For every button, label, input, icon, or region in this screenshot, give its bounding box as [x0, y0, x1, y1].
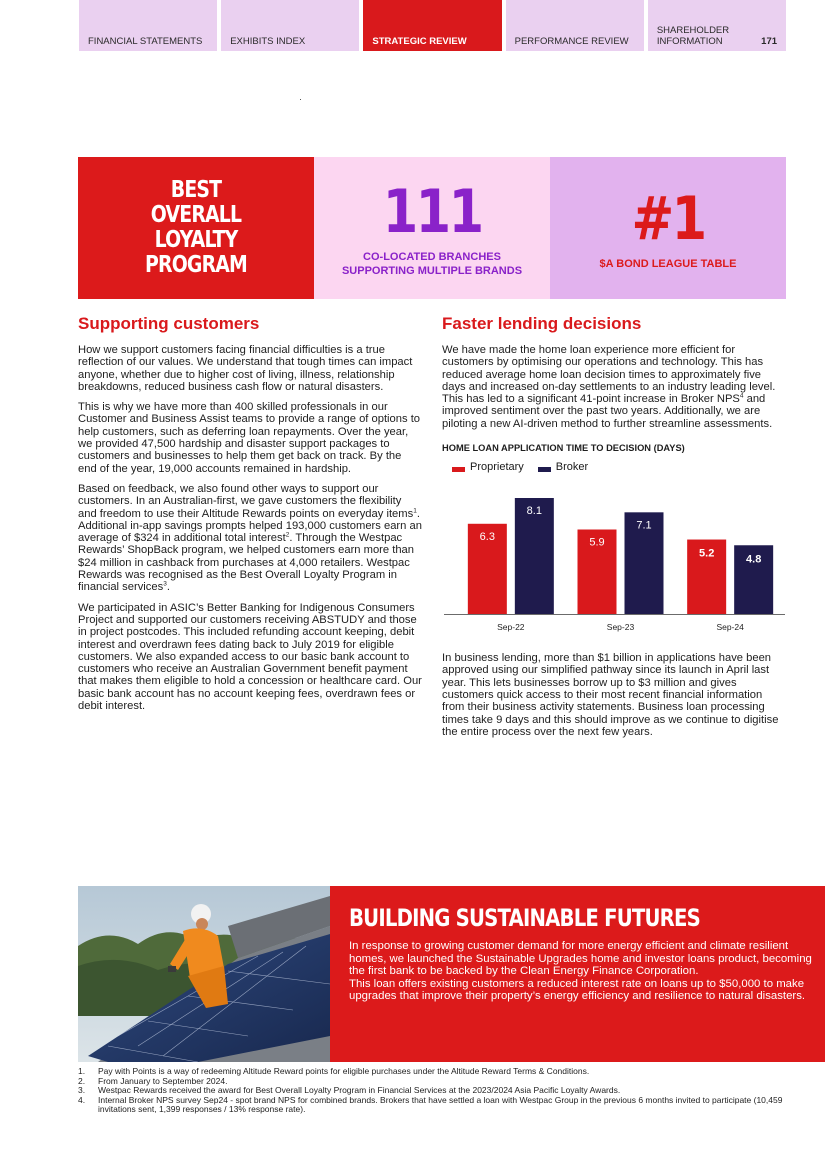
data-label: 4.8	[746, 553, 762, 566]
data-label: 5.2	[699, 547, 715, 560]
data-label: 6.3	[479, 530, 495, 543]
text-run: Based on feedback, we also found other ways to support our customers. In an Australian-first, we gave customers the flexibility and freedom to use their Altitude Rewards points on everyday items	[78, 482, 414, 520]
supporting-heading: Supporting customers	[78, 314, 260, 333]
footnote-number: 3.	[78, 1085, 86, 1096]
supporting-paragraph-4: We participated in ASIC’s Better Banking for Indigenous Consumers Project and supported our customers receiving ABSTUDY and those in project postcodes. This included refunding account keeping, debit interest and overdrawn fees dating back to July 2019 for eligible customers. We also expanded access to our basic bank account to customers who receive an Australian Government benefit payment that makes them eligible to hold a concession or healthcare card. Our basic bank account has no account keeping fees, overdrawn fees or debit interest.	[78, 601, 422, 713]
lending-paragraph-1	[442, 344, 787, 430]
sustainable-text-panel	[330, 886, 825, 1062]
x-tick-label: Sep-23	[606, 622, 635, 633]
footnotes	[78, 1067, 798, 1115]
award-title: BEST OVERALL LOYALTY PROGRAM	[144, 177, 248, 278]
text-run: . Through the Westpac Rewards’ ShopBack program, we helped customers earn more than $24 million in cashback from purchases at 4,000 retailers. Westpac Rewards was recognised as the Best Overall Loyalty Program in financial services	[78, 532, 414, 594]
lending-heading: Faster lending decisions	[442, 314, 642, 333]
bond-caption: $A BOND LEAGUE TABLE	[599, 258, 737, 270]
footnote-ref: 2	[285, 531, 290, 539]
tab-exhibits-index[interactable]	[221, 0, 359, 51]
supporting-paragraph-3	[78, 483, 423, 594]
tab-shareholder-information[interactable]	[648, 0, 786, 51]
text-run: . Additional in-app savings prompts helped 193,000 customers earn an average of $324 in additional total interest	[78, 507, 422, 545]
footnote-ref: 1	[413, 506, 417, 514]
legend-item-proprietary	[452, 461, 524, 473]
stats-banner	[78, 157, 786, 299]
page-number: 171	[761, 36, 778, 47]
tab-financial-statements[interactable]	[79, 0, 217, 51]
legend-swatch	[452, 467, 465, 472]
footnote-text: From January to September 2024.	[98, 1075, 228, 1086]
lending-paragraph-2: In business lending, more than $1 billion in applications have been approved using our simplified pathway since its launch in April last year. This lets businesses borrow up to $3 million and gives customers quick access to their most recent financial information from their business activity statements. Business loan processing times take 9 days and this should improve as we continue to digitise the entire process over the next few years.	[442, 652, 779, 738]
branches-caption	[342, 250, 522, 278]
tab-label: FINANCIAL STATEMENTS	[88, 36, 203, 47]
footnote-text: Internal Broker NPS survey Sep24 - spot brand NPS for combined brands. Brokers that have settled a loan with Westpac Group in the previous 6 months invited to participate (10,459 invitations sent, 1,399 responses / 13% response rate).	[98, 1094, 783, 1115]
lending-section	[442, 313, 787, 746]
text-run: .	[166, 581, 170, 594]
data-label: 7.1	[636, 519, 652, 532]
data-label: 8.1	[526, 505, 542, 518]
footnote-number: 1.	[78, 1066, 86, 1076]
bond-rank: #1	[631, 184, 705, 254]
branches-number: 111	[382, 177, 482, 247]
sustainable-paragraph-1: In response to growing customer demand for more energy efficient and climate resilient homes, we launched the Sustainable Upgrades home and investor loans product, becoming the first bank to be backed by the Clean Energy Finance Corporation.	[349, 940, 812, 978]
chart-legend	[452, 461, 787, 473]
footnote-number: 2.	[78, 1075, 86, 1086]
solar-installer-photo	[78, 886, 330, 1062]
tab-label: STRATEGIC REVIEW	[372, 36, 467, 47]
sustainable-futures-banner	[78, 886, 825, 1062]
branches-panel	[314, 157, 550, 299]
chart-title: HOME LOAN APPLICATION TIME TO DECISION (DAYS)	[442, 443, 685, 454]
text-run: and improved sentiment over the past two years. Additionally, we are piloting a new AI-driven method to further streamline assessments.	[442, 393, 773, 430]
footnote-ref: 4	[739, 392, 744, 400]
branches-caption-line-1: CO-LOCATED BRANCHES	[363, 251, 501, 263]
footnote-ref: 3	[163, 580, 167, 588]
bond-panel	[550, 157, 786, 299]
tab-label: PERFORMANCE REVIEW	[514, 36, 629, 47]
tab-label: SHAREHOLDER INFORMATION	[656, 25, 730, 47]
footnote-text: Westpac Rewards received the award for Best Overall Loyalty Program in Financial Services at the 2023/2024 Asia Pacific Loyalty Awards.	[98, 1085, 621, 1096]
stray-dot	[300, 99, 301, 100]
footnote	[78, 1096, 798, 1115]
tab-label: EXHIBITS INDEX	[230, 36, 306, 47]
supporting-paragraph-1: How we support customers facing financial difficulties is a true reflection of our values. We understand that tough times can impact anyone, whether due to higher cost of living, illness, relationship breakdowns, reduced business cash flow or natural disasters.	[78, 344, 413, 393]
legend-swatch	[538, 467, 551, 472]
award-panel	[78, 157, 314, 299]
sustainable-paragraph-2: This loan offers existing customers a reduced interest rate on loans up to $50,000 to make upgrades that improve their property’s energy efficiency and resilience to natural disasters.	[349, 977, 806, 1003]
data-label: 5.9	[589, 536, 605, 549]
sustainable-title: BUILDING SUSTAINABLE FUTURES	[349, 904, 700, 932]
tab-performance-review[interactable]	[506, 0, 644, 51]
legend-item-broker	[538, 461, 588, 473]
branches-caption-line-2: SUPPORTING MULTIPLE BRANDS	[341, 265, 523, 277]
supporting-customers-section	[78, 313, 423, 720]
x-tick-label: Sep-22	[497, 622, 525, 633]
legend-label: Proprietary	[470, 461, 524, 474]
section-nav	[79, 0, 786, 51]
footnote-number: 4.	[78, 1094, 86, 1105]
legend-label: Broker	[555, 461, 589, 474]
x-tick-label: Sep-24	[716, 622, 744, 633]
tab-strategic-review[interactable]	[363, 0, 501, 51]
bar-chart	[442, 477, 787, 642]
supporting-paragraph-2: This is why we have more than 400 skilled professionals in our Customer and Business Assist teams to provide a range of options to help customers, such as deferring loan repayments. Over the year, we provided 47,500 hardship and disaster support packages to customers and businesses to help them get back on track. By the end of the year, 19,000 accounts remained in hardship.	[78, 401, 421, 475]
text-run: We have made the home loan experience more efficient for customers by optimising our operations and technology. This has reduced average home loan decision times to approximately five days and increased on-day settlements to an industry leading level. This has led to a significant 41-point increase in Broker NPS	[442, 344, 776, 406]
footnote-text: Pay with Points is a way of redeeming Altitude Reward points for eligible purchases under the Altitude Reward Terms & Conditions.	[98, 1066, 590, 1076]
solar-photo-illustration	[78, 886, 330, 1062]
